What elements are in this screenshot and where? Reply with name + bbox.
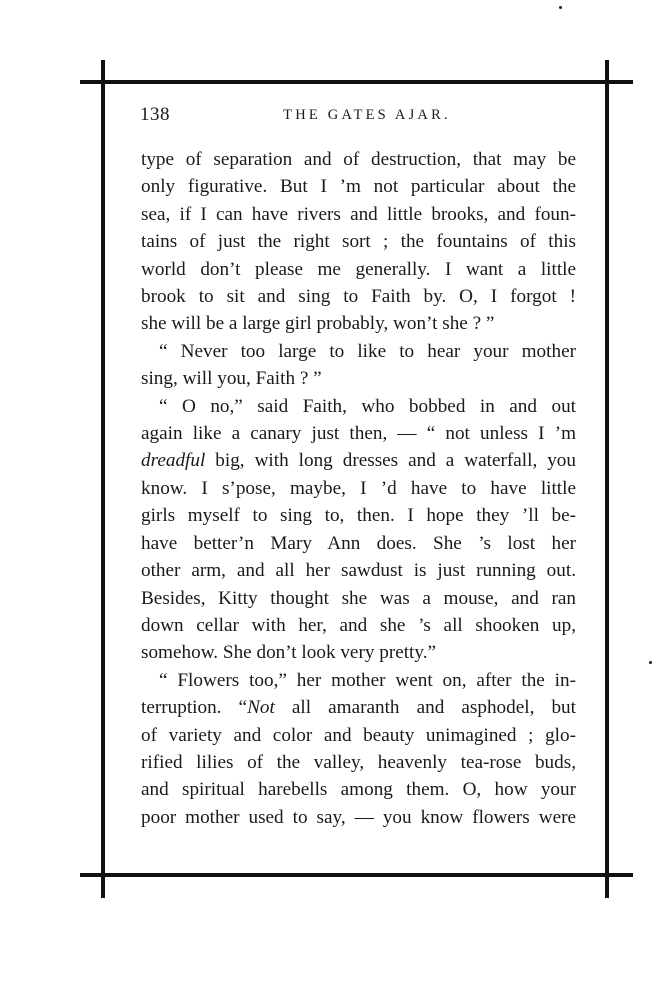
body-text <box>141 146 576 831</box>
text-line: Besides, Kitty thought she was a mouse, and ran <box>141 587 576 609</box>
running-title: THE GATES AJAR. <box>283 107 451 123</box>
right-border-rule <box>605 60 609 898</box>
text-line <box>141 447 576 474</box>
text-line: have better’n Mary Ann does. She ’s lost her <box>141 532 576 554</box>
text-line: “ Never too large to like to hear your mother <box>159 340 576 362</box>
italic-word: Not <box>247 697 275 719</box>
text-line <box>141 694 576 721</box>
text-line: somehow. She don’t look very pretty.” <box>141 642 437 664</box>
text-line: brook to sit and sing to Faith by. O, I forgot ! <box>141 286 576 308</box>
text-line: girls myself to sing to, then. I hope they ’ll be- <box>141 505 576 527</box>
text-run: terruption. “ <box>141 697 248 719</box>
ink-speck <box>559 6 562 9</box>
bottom-border-rule <box>80 873 633 877</box>
text-line: down cellar with her, and she ’s all shooken up, <box>141 614 576 636</box>
text-line: “ Flowers too,” her mother went on, after the in- <box>159 669 576 691</box>
text-line: rified lilies of the valley, heavenly tea-rose buds, <box>141 751 576 773</box>
text-line: poor mother used to say, — you know flowers were <box>141 806 576 828</box>
page-header <box>140 104 576 128</box>
text-line: know. I s’pose, maybe, I ’d have to have little <box>141 477 576 499</box>
text-line: world don’t please me generally. I want a little <box>141 258 576 280</box>
text-line: other arm, and all her sawdust is just running out. <box>141 560 576 582</box>
text-line: of variety and color and beauty unimagined ; glo- <box>141 724 576 746</box>
text-line: again like a canary just then, — “ not unless I ’m <box>141 423 576 445</box>
text-line: sing, will you, Faith ? ” <box>141 368 322 390</box>
text-line: type of separation and of destruction, that may be <box>141 149 576 170</box>
top-border-rule <box>80 80 633 84</box>
text-run: big, with long dresses and a waterfall, you <box>205 450 576 472</box>
italic-word: dreadful <box>141 450 206 472</box>
text-line: “ O no,” said Faith, who bobbed in and out <box>159 395 576 417</box>
text-line: she will be a large girl probably, won’t she ? ” <box>141 313 495 335</box>
text-line: and spiritual harebells among them. O, how your <box>141 779 576 801</box>
text-line: sea, if I can have rivers and little brooks, and foun- <box>141 203 576 225</box>
text-run: all amaranth and asphodel, but <box>274 697 576 719</box>
ink-speck <box>649 661 652 664</box>
left-border-rule <box>101 60 105 898</box>
text-line: tains of just the right sort ; the fountains of this <box>141 231 576 253</box>
text-line: only figurative. But I ’m not particular about the <box>141 176 576 198</box>
page-number: 138 <box>140 104 170 125</box>
